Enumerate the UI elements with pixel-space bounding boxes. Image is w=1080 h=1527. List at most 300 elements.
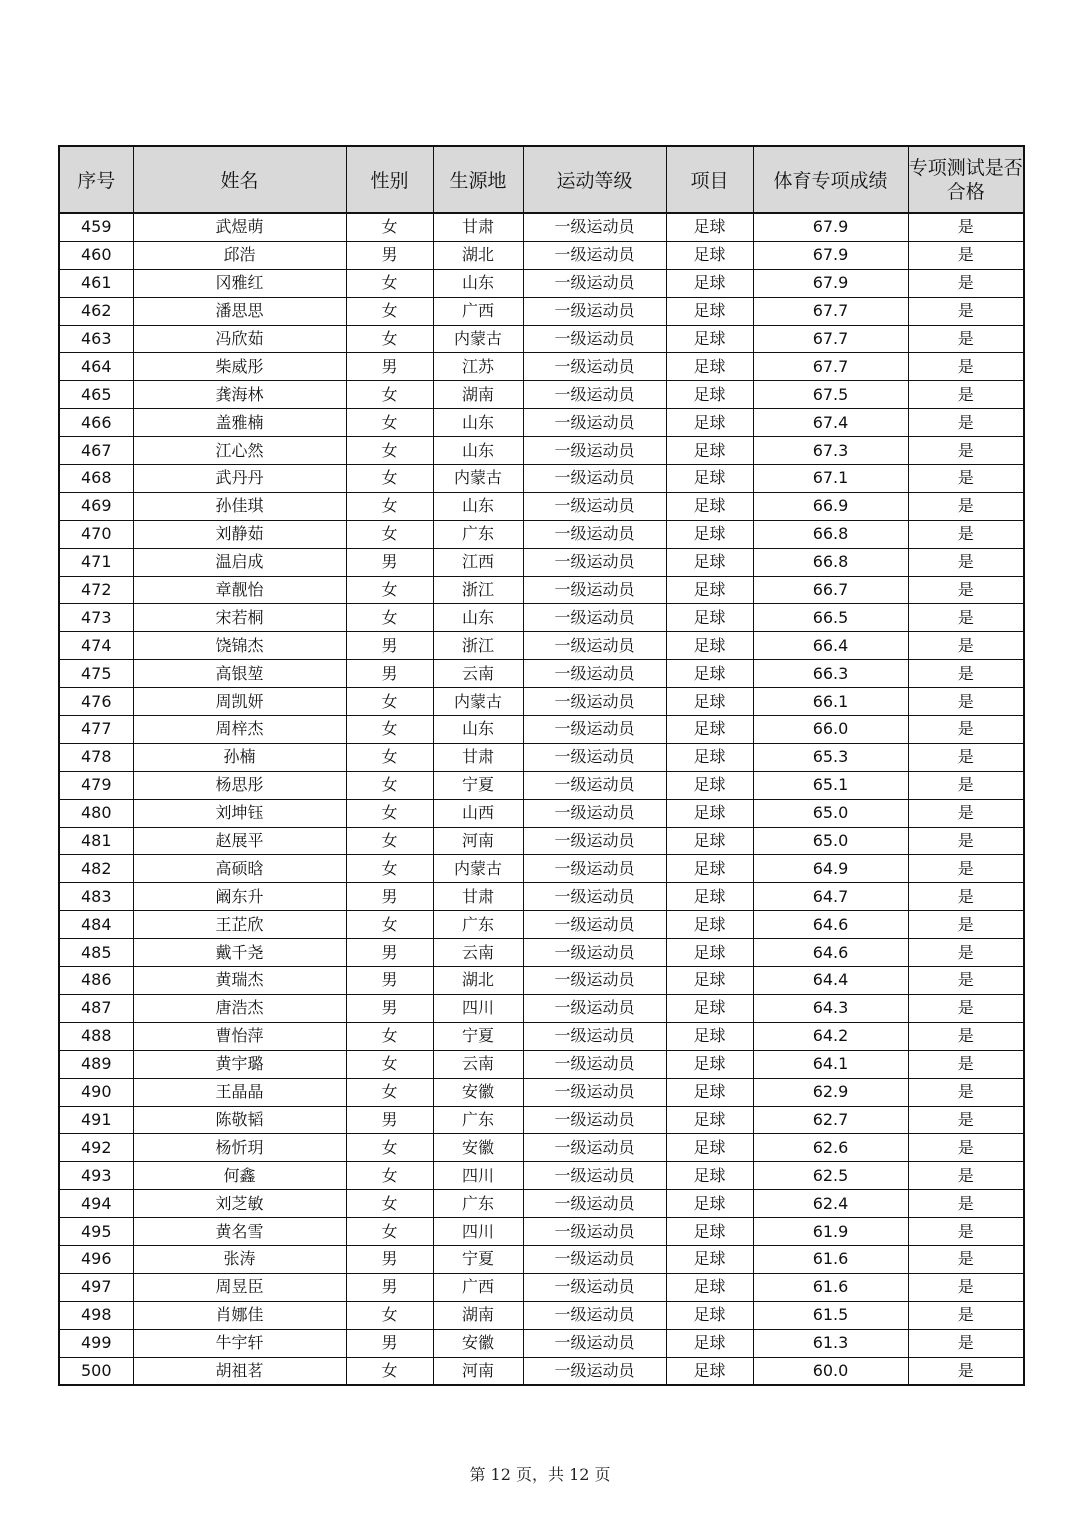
cell-gender: 女 [346, 799, 433, 827]
cell-sport: 足球 [666, 1329, 753, 1357]
cell-number: 475 [59, 660, 133, 688]
table-row [59, 688, 1024, 716]
table-row [59, 743, 1024, 771]
cell-gender: 女 [346, 1301, 433, 1329]
cell-gender: 女 [346, 1078, 433, 1106]
cell-origin: 湖北 [433, 241, 523, 269]
cell-gender: 女 [346, 1162, 433, 1190]
cell-origin: 广东 [433, 520, 523, 548]
cell-gender: 男 [346, 1329, 433, 1357]
cell-score: 64.3 [753, 994, 908, 1022]
cell-score: 62.5 [753, 1162, 908, 1190]
cell-score: 61.6 [753, 1245, 908, 1273]
cell-athlete-level: 一级运动员 [523, 743, 666, 771]
cell-origin: 内蒙古 [433, 325, 523, 353]
table-row [59, 1301, 1024, 1329]
cell-origin: 江西 [433, 548, 523, 576]
table-row [59, 297, 1024, 325]
cell-qualified: 是 [908, 1050, 1024, 1078]
cell-score: 67.9 [753, 213, 908, 241]
cell-name: 周梓杰 [133, 716, 346, 744]
table-body [59, 213, 1024, 1385]
cell-athlete-level: 一级运动员 [523, 325, 666, 353]
cell-sport: 足球 [666, 967, 753, 995]
cell-sport: 足球 [666, 1357, 753, 1385]
cell-athlete-level: 一级运动员 [523, 269, 666, 297]
cell-score: 67.7 [753, 297, 908, 325]
cell-qualified: 是 [908, 855, 1024, 883]
cell-score: 64.7 [753, 883, 908, 911]
table-row [59, 827, 1024, 855]
cell-number: 481 [59, 827, 133, 855]
cell-athlete-level: 一级运动员 [523, 771, 666, 799]
cell-origin: 河南 [433, 827, 523, 855]
cell-athlete-level: 一级运动员 [523, 492, 666, 520]
column-header-qualified: 专项测试是否合格 [908, 146, 1024, 213]
cell-name: 肖娜佳 [133, 1301, 346, 1329]
cell-number: 499 [59, 1329, 133, 1357]
cell-name: 邱浩 [133, 241, 346, 269]
cell-score: 67.7 [753, 353, 908, 381]
cell-origin: 广东 [433, 1106, 523, 1134]
cell-number: 477 [59, 716, 133, 744]
cell-number: 491 [59, 1106, 133, 1134]
cell-gender: 女 [346, 827, 433, 855]
cell-sport: 足球 [666, 213, 753, 241]
cell-origin: 安徽 [433, 1329, 523, 1357]
cell-athlete-level: 一级运动员 [523, 241, 666, 269]
cell-origin: 山东 [433, 492, 523, 520]
cell-sport: 足球 [666, 1273, 753, 1301]
cell-sport: 足球 [666, 353, 753, 381]
cell-qualified: 是 [908, 465, 1024, 493]
cell-score: 62.4 [753, 1190, 908, 1218]
cell-qualified: 是 [908, 409, 1024, 437]
cell-number: 483 [59, 883, 133, 911]
cell-number: 465 [59, 381, 133, 409]
cell-qualified: 是 [908, 520, 1024, 548]
cell-qualified: 是 [908, 688, 1024, 716]
cell-gender: 女 [346, 381, 433, 409]
cell-number: 471 [59, 548, 133, 576]
cell-name: 饶锦杰 [133, 632, 346, 660]
cell-name: 潘思思 [133, 297, 346, 325]
cell-name: 武丹丹 [133, 465, 346, 493]
cell-athlete-level: 一级运动员 [523, 1106, 666, 1134]
cell-origin: 山东 [433, 269, 523, 297]
cell-gender: 女 [346, 297, 433, 325]
cell-sport: 足球 [666, 994, 753, 1022]
table-row [59, 576, 1024, 604]
cell-score: 66.8 [753, 520, 908, 548]
cell-number: 472 [59, 576, 133, 604]
cell-origin: 广西 [433, 297, 523, 325]
cell-number: 485 [59, 939, 133, 967]
cell-qualified: 是 [908, 911, 1024, 939]
cell-gender: 男 [346, 1106, 433, 1134]
cell-gender: 女 [346, 855, 433, 883]
cell-sport: 足球 [666, 1078, 753, 1106]
cell-sport: 足球 [666, 409, 753, 437]
cell-number: 486 [59, 967, 133, 995]
table-row [59, 911, 1024, 939]
cell-athlete-level: 一级运动员 [523, 520, 666, 548]
cell-origin: 广东 [433, 911, 523, 939]
cell-number: 473 [59, 604, 133, 632]
column-header-athlete-level: 运动等级 [523, 146, 666, 213]
cell-number: 493 [59, 1162, 133, 1190]
cell-name: 黄宇璐 [133, 1050, 346, 1078]
cell-number: 478 [59, 743, 133, 771]
cell-qualified: 是 [908, 771, 1024, 799]
cell-sport: 足球 [666, 716, 753, 744]
table-row [59, 660, 1024, 688]
cell-gender: 女 [346, 688, 433, 716]
cell-number: 476 [59, 688, 133, 716]
cell-athlete-level: 一级运动员 [523, 716, 666, 744]
cell-origin: 安徽 [433, 1078, 523, 1106]
cell-name: 柴威彤 [133, 353, 346, 381]
cell-number: 468 [59, 465, 133, 493]
cell-sport: 足球 [666, 492, 753, 520]
cell-score: 66.7 [753, 576, 908, 604]
cell-qualified: 是 [908, 353, 1024, 381]
cell-origin: 江苏 [433, 353, 523, 381]
cell-name: 何鑫 [133, 1162, 346, 1190]
cell-number: 487 [59, 994, 133, 1022]
page-number-footer: 第 12 页，共 12 页 [469, 1465, 611, 1484]
cell-athlete-level: 一级运动员 [523, 1078, 666, 1106]
cell-gender: 男 [346, 1273, 433, 1301]
cell-number: 466 [59, 409, 133, 437]
cell-sport: 足球 [666, 743, 753, 771]
cell-gender: 女 [346, 911, 433, 939]
cell-score: 64.6 [753, 911, 908, 939]
cell-name: 陈敬韬 [133, 1106, 346, 1134]
cell-gender: 男 [346, 994, 433, 1022]
cell-qualified: 是 [908, 604, 1024, 632]
table-row [59, 1218, 1024, 1246]
cell-qualified: 是 [908, 297, 1024, 325]
cell-qualified: 是 [908, 967, 1024, 995]
cell-athlete-level: 一级运动员 [523, 604, 666, 632]
cell-name: 黄名雪 [133, 1218, 346, 1246]
cell-qualified: 是 [908, 213, 1024, 241]
cell-athlete-level: 一级运动员 [523, 994, 666, 1022]
cell-sport: 足球 [666, 1022, 753, 1050]
cell-name: 温启成 [133, 548, 346, 576]
cell-name: 武煜萌 [133, 213, 346, 241]
cell-name: 龚海林 [133, 381, 346, 409]
cell-score: 64.4 [753, 967, 908, 995]
cell-score: 61.5 [753, 1301, 908, 1329]
cell-name: 牛宇轩 [133, 1329, 346, 1357]
cell-number: 459 [59, 213, 133, 241]
cell-number: 488 [59, 1022, 133, 1050]
cell-sport: 足球 [666, 1245, 753, 1273]
cell-score: 66.5 [753, 604, 908, 632]
cell-sport: 足球 [666, 269, 753, 297]
table-row [59, 632, 1024, 660]
table-row [59, 1050, 1024, 1078]
cell-qualified: 是 [908, 1078, 1024, 1106]
cell-origin: 湖南 [433, 1301, 523, 1329]
cell-qualified: 是 [908, 1022, 1024, 1050]
cell-origin: 山西 [433, 799, 523, 827]
cell-sport: 足球 [666, 548, 753, 576]
cell-sport: 足球 [666, 855, 753, 883]
cell-qualified: 是 [908, 1245, 1024, 1273]
cell-name: 高银堃 [133, 660, 346, 688]
column-header-sport: 项目 [666, 146, 753, 213]
table-row [59, 855, 1024, 883]
cell-qualified: 是 [908, 660, 1024, 688]
table-row [59, 1190, 1024, 1218]
table-row [59, 1273, 1024, 1301]
table-row [59, 269, 1024, 297]
cell-number: 462 [59, 297, 133, 325]
cell-athlete-level: 一级运动员 [523, 799, 666, 827]
cell-gender: 女 [346, 269, 433, 297]
cell-name: 王晶晶 [133, 1078, 346, 1106]
cell-sport: 足球 [666, 883, 753, 911]
cell-athlete-level: 一级运动员 [523, 827, 666, 855]
cell-gender: 女 [346, 1357, 433, 1385]
table-row [59, 716, 1024, 744]
cell-sport: 足球 [666, 688, 753, 716]
cell-athlete-level: 一级运动员 [523, 1329, 666, 1357]
cell-name: 赵展平 [133, 827, 346, 855]
cell-gender: 男 [346, 660, 433, 688]
cell-number: 460 [59, 241, 133, 269]
cell-name: 刘坤钰 [133, 799, 346, 827]
cell-gender: 女 [346, 437, 433, 465]
header-row [59, 146, 1024, 213]
cell-sport: 足球 [666, 437, 753, 465]
cell-name: 戴千尧 [133, 939, 346, 967]
cell-origin: 广西 [433, 1273, 523, 1301]
cell-gender: 男 [346, 353, 433, 381]
cell-name: 盖雅楠 [133, 409, 346, 437]
cell-number: 470 [59, 520, 133, 548]
cell-origin: 山东 [433, 409, 523, 437]
cell-number: 464 [59, 353, 133, 381]
cell-athlete-level: 一级运动员 [523, 381, 666, 409]
cell-qualified: 是 [908, 1106, 1024, 1134]
cell-score: 62.7 [753, 1106, 908, 1134]
cell-athlete-level: 一级运动员 [523, 297, 666, 325]
cell-number: 495 [59, 1218, 133, 1246]
cell-qualified: 是 [908, 1357, 1024, 1385]
table-row [59, 799, 1024, 827]
cell-qualified: 是 [908, 1273, 1024, 1301]
cell-qualified: 是 [908, 883, 1024, 911]
cell-gender: 男 [346, 241, 433, 269]
cell-name: 王芷欣 [133, 911, 346, 939]
cell-gender: 女 [346, 1050, 433, 1078]
cell-score: 67.5 [753, 381, 908, 409]
cell-qualified: 是 [908, 241, 1024, 269]
cell-sport: 足球 [666, 1301, 753, 1329]
cell-origin: 云南 [433, 660, 523, 688]
cell-origin: 山东 [433, 604, 523, 632]
cell-score: 60.0 [753, 1357, 908, 1385]
cell-score: 61.6 [753, 1273, 908, 1301]
cell-origin: 山东 [433, 437, 523, 465]
cell-name: 胡祖茗 [133, 1357, 346, 1385]
cell-sport: 足球 [666, 241, 753, 269]
table-row [59, 437, 1024, 465]
cell-athlete-level: 一级运动员 [523, 437, 666, 465]
cell-origin: 甘肃 [433, 883, 523, 911]
table-row [59, 771, 1024, 799]
cell-qualified: 是 [908, 716, 1024, 744]
cell-origin: 河南 [433, 1357, 523, 1385]
cell-number: 494 [59, 1190, 133, 1218]
cell-athlete-level: 一级运动员 [523, 855, 666, 883]
cell-origin: 湖南 [433, 381, 523, 409]
column-header-score: 体育专项成绩 [753, 146, 908, 213]
cell-qualified: 是 [908, 1190, 1024, 1218]
cell-gender: 男 [346, 939, 433, 967]
cell-qualified: 是 [908, 939, 1024, 967]
cell-origin: 浙江 [433, 576, 523, 604]
cell-qualified: 是 [908, 1134, 1024, 1162]
table-row [59, 520, 1024, 548]
cell-number: 461 [59, 269, 133, 297]
results-table [58, 145, 1025, 1386]
cell-sport: 足球 [666, 1050, 753, 1078]
cell-score: 66.0 [753, 716, 908, 744]
table-header [59, 146, 1024, 213]
cell-gender: 男 [346, 548, 433, 576]
table-row [59, 1329, 1024, 1357]
cell-gender: 女 [346, 743, 433, 771]
cell-origin: 宁夏 [433, 1022, 523, 1050]
cell-number: 492 [59, 1134, 133, 1162]
cell-score: 66.1 [753, 688, 908, 716]
cell-qualified: 是 [908, 576, 1024, 604]
cell-origin: 甘肃 [433, 213, 523, 241]
cell-athlete-level: 一级运动员 [523, 465, 666, 493]
cell-qualified: 是 [908, 632, 1024, 660]
cell-score: 66.4 [753, 632, 908, 660]
cell-name: 张涛 [133, 1245, 346, 1273]
cell-sport: 足球 [666, 1134, 753, 1162]
table-row [59, 883, 1024, 911]
cell-origin: 内蒙古 [433, 688, 523, 716]
cell-gender: 女 [346, 576, 433, 604]
cell-number: 479 [59, 771, 133, 799]
cell-number: 489 [59, 1050, 133, 1078]
cell-origin: 安徽 [433, 1134, 523, 1162]
cell-score: 67.3 [753, 437, 908, 465]
cell-origin: 广东 [433, 1190, 523, 1218]
cell-score: 66.9 [753, 492, 908, 520]
cell-gender: 男 [346, 1245, 433, 1273]
cell-score: 65.0 [753, 799, 908, 827]
table-row [59, 1134, 1024, 1162]
cell-sport: 足球 [666, 576, 753, 604]
table-row [59, 381, 1024, 409]
cell-name: 刘芝敏 [133, 1190, 346, 1218]
table-row [59, 604, 1024, 632]
cell-score: 67.1 [753, 465, 908, 493]
cell-qualified: 是 [908, 994, 1024, 1022]
column-header-name: 姓名 [133, 146, 346, 213]
cell-origin: 四川 [433, 1162, 523, 1190]
cell-athlete-level: 一级运动员 [523, 883, 666, 911]
cell-gender: 女 [346, 716, 433, 744]
cell-gender: 女 [346, 604, 433, 632]
cell-athlete-level: 一级运动员 [523, 939, 666, 967]
cell-origin: 内蒙古 [433, 855, 523, 883]
cell-qualified: 是 [908, 827, 1024, 855]
cell-athlete-level: 一级运动员 [523, 548, 666, 576]
cell-name: 唐浩杰 [133, 994, 346, 1022]
cell-sport: 足球 [666, 297, 753, 325]
cell-sport: 足球 [666, 827, 753, 855]
cell-number: 500 [59, 1357, 133, 1385]
cell-score: 66.3 [753, 660, 908, 688]
cell-name: 周凯妍 [133, 688, 346, 716]
cell-score: 65.1 [753, 771, 908, 799]
cell-athlete-level: 一级运动员 [523, 632, 666, 660]
cell-gender: 男 [346, 967, 433, 995]
column-header-origin: 生源地 [433, 146, 523, 213]
cell-sport: 足球 [666, 1218, 753, 1246]
cell-qualified: 是 [908, 1162, 1024, 1190]
cell-origin: 湖北 [433, 967, 523, 995]
table-row [59, 967, 1024, 995]
cell-origin: 四川 [433, 994, 523, 1022]
cell-name: 周昱臣 [133, 1273, 346, 1301]
column-header-number: 序号 [59, 146, 133, 213]
cell-sport: 足球 [666, 1162, 753, 1190]
cell-gender: 女 [346, 465, 433, 493]
cell-sport: 足球 [666, 520, 753, 548]
cell-number: 480 [59, 799, 133, 827]
cell-number: 496 [59, 1245, 133, 1273]
cell-qualified: 是 [908, 743, 1024, 771]
cell-name: 宋若桐 [133, 604, 346, 632]
cell-number: 498 [59, 1301, 133, 1329]
table-row [59, 1162, 1024, 1190]
cell-athlete-level: 一级运动员 [523, 409, 666, 437]
cell-score: 61.9 [753, 1218, 908, 1246]
cell-origin: 甘肃 [433, 743, 523, 771]
cell-qualified: 是 [908, 492, 1024, 520]
cell-origin: 云南 [433, 1050, 523, 1078]
table-row [59, 241, 1024, 269]
cell-number: 490 [59, 1078, 133, 1106]
results-table-container [58, 145, 1023, 1386]
cell-sport: 足球 [666, 604, 753, 632]
cell-sport: 足球 [666, 325, 753, 353]
cell-origin: 山东 [433, 716, 523, 744]
table-row [59, 1022, 1024, 1050]
cell-score: 62.9 [753, 1078, 908, 1106]
cell-score: 64.6 [753, 939, 908, 967]
cell-gender: 女 [346, 409, 433, 437]
cell-athlete-level: 一级运动员 [523, 1050, 666, 1078]
cell-sport: 足球 [666, 465, 753, 493]
cell-name: 黄瑞杰 [133, 967, 346, 995]
cell-name: 孙佳琪 [133, 492, 346, 520]
cell-sport: 足球 [666, 939, 753, 967]
cell-number: 469 [59, 492, 133, 520]
cell-athlete-level: 一级运动员 [523, 1190, 666, 1218]
